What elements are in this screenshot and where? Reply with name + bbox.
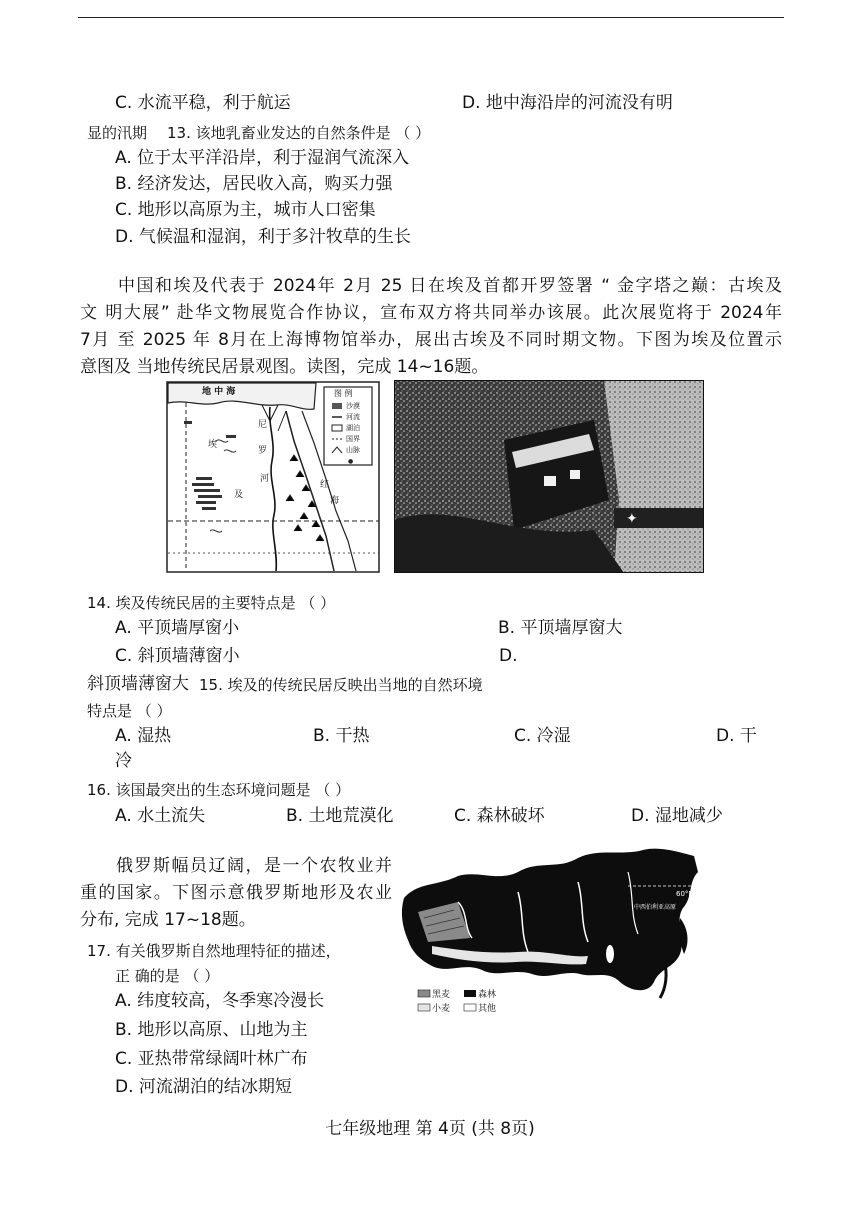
q17-option-d: D. 河流湖泊的结冰期短 <box>115 1077 292 1097</box>
russia-intro-line: 分布, 完成 17~18题。 <box>80 910 256 930</box>
q16-option-c: C. 森林破坏 <box>454 806 545 826</box>
q14-option-d: D. <box>499 646 518 666</box>
map-region-label: 海 <box>330 496 340 506</box>
map-region-label: 罗 <box>258 446 268 456</box>
q15-stem-continued: 特点是 （ ） <box>87 702 172 720</box>
q12-option-c: C. 水流平稳，利于航运 <box>115 93 291 113</box>
q14-option-d-continued: 斜顶墙薄窗大 <box>87 674 189 694</box>
map-region-label: 河 <box>260 474 270 484</box>
legend-item: 湖泊 <box>346 424 360 432</box>
map-region-label: 及 <box>234 490 244 500</box>
q15-stem: 15. 埃及的传统民居反映出当地的自然环境 <box>199 676 483 694</box>
svg-text:●: ● <box>348 458 354 465</box>
q15-option-b: B. 干热 <box>313 726 370 746</box>
legend-item: 河流 <box>346 413 360 421</box>
q16-option-d: D. 湿地减少 <box>631 806 723 826</box>
map-range-label: 中西伯利亚高原 <box>634 904 677 911</box>
dwelling-photo-graphic <box>394 380 704 573</box>
egypt-intro-paragraph <box>80 273 782 381</box>
russia-legend-item: 森林 <box>478 990 497 1000</box>
egypt-intro-line: 意图及 当地传统民居景观图。读图，完成 14~16题。 <box>80 357 489 377</box>
russia-intro-paragraph <box>80 853 392 934</box>
q14-option-b: B. 平顶墙厚窗大 <box>498 618 623 638</box>
russia-legend-item: 其他 <box>478 1004 497 1014</box>
q17-stem-continued: 正 确的是 （ ） <box>115 967 220 985</box>
map-region-label: 尼 <box>258 420 268 430</box>
q15-option-a: A. 湿热 <box>115 726 172 746</box>
egypt-intro-line: 中国和埃及代表于 2024年 2月 25 日在埃及首都开罗签署 “ 金字塔之巅：古埃及 <box>118 276 782 296</box>
q15-option-d-continued: 冷 <box>115 751 132 771</box>
q13-option-b: B. 经济发达，居民收入高，购买力强 <box>115 174 393 194</box>
q16-option-b: B. 土地荒漠化 <box>286 806 394 826</box>
q13-option-c: C. 地形以高原为主，城市人口密集 <box>115 200 376 220</box>
q14-stem: 14. 埃及传统民居的主要特点是 （ ） <box>87 594 336 612</box>
legend-title: 图 例 <box>334 389 353 398</box>
header-rule <box>78 17 784 18</box>
sea-label: 地 中 海 <box>202 387 236 397</box>
latitude-label: 60°N <box>676 890 694 898</box>
svg-text:✦: ✦ <box>626 511 638 527</box>
russia-intro-line: 重的国家。下图示意俄罗斯地形及农业 <box>80 883 392 903</box>
legend-item: 沙漠 <box>346 402 360 410</box>
q13-stem: 13. 该地乳畜业发达的自然条件是 （ ） <box>167 124 431 142</box>
traditional-dwelling-photo <box>394 380 704 573</box>
legend-item: 国界 <box>346 435 360 443</box>
q17-option-b: B. 地形以高原、山地为主 <box>115 1020 308 1040</box>
q16-stem: 16. 该国最突出的生态环境问题是 （ ） <box>87 781 351 799</box>
map-region-label: 埃 <box>208 440 218 450</box>
russia-legend-item: 小麦 <box>432 1004 451 1014</box>
russia-agriculture-map <box>398 842 704 1024</box>
q12-option-d-continued: 显的汛期 <box>87 124 148 142</box>
egypt-intro-line: 7月 至 2025 年 8月在上海博物馆举办，展出古埃及不同时期文物。下图为埃及位置示 <box>80 330 782 350</box>
q17-stem: 17. 有关俄罗斯自然地理特征的描述， <box>87 942 341 960</box>
q15-option-d: D. 干 <box>716 726 757 746</box>
q14-option-c: C. 斜顶墙薄窗小 <box>115 646 240 666</box>
egypt-intro-line: 文 明大展” 赴华文物展览合作协议，宣布双方将共同举办该展。此次展览将于 2024年 <box>80 303 782 323</box>
q13-option-d: D. 气候温和湿润，利于多汁牧草的生长 <box>115 227 411 247</box>
egypt-location-map <box>166 381 380 573</box>
page-footer: 七年级地理 第 4页 (共 8页) <box>325 1119 535 1139</box>
q14-option-a: A. 平顶墙厚窗小 <box>115 618 240 638</box>
q17-option-c: C. 亚热带常绿阔叶林广布 <box>115 1049 308 1069</box>
russia-intro-line: 俄罗斯幅员辽阔，是一个农牧业并 <box>116 856 392 876</box>
legend-item: 山脉 <box>346 446 360 454</box>
russia-legend-item: 黑麦 <box>432 990 451 1000</box>
q13-option-a: A. 位于太平洋沿岸，利于湿润气流深入 <box>115 148 410 168</box>
q16-option-a: A. 水土流失 <box>115 806 206 826</box>
map-region-label: 红 <box>320 480 330 490</box>
q15-option-c: C. 冷湿 <box>514 726 571 746</box>
q12-option-d: D. 地中海沿岸的河流没有明 <box>462 93 673 113</box>
q17-option-a: A. 纬度较高，冬季寒冷漫长 <box>115 991 325 1011</box>
